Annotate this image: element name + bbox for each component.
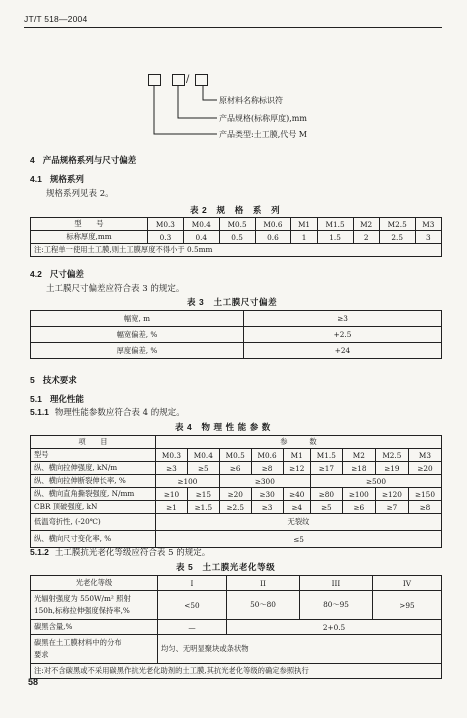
table-cell: 0.5 [219,231,255,244]
table-cell: ≥40 [283,488,310,501]
section-number: 4 [30,155,35,165]
table-row [31,501,442,514]
table-cell: ≥6 [342,501,375,514]
slash: / [186,74,190,85]
section-number: 5.1.2 [30,547,49,557]
page-number: 58 [28,677,39,687]
table-cell: 参 数 [156,436,442,449]
table-cell: M0.5 [219,449,251,462]
label-type: 产品类型:土工膜,代号 M [219,130,307,139]
table-cell: M1 [291,218,317,231]
table-cell: 无裂纹 [156,514,442,531]
table-cell: ≥17 [310,462,342,475]
cell-line: 碳黑在土工膜材料中的分布 [34,638,122,647]
table-5 [30,575,442,679]
table-cell: ≥30 [251,488,283,501]
table-cell: ≥8 [408,501,441,514]
section-title: 规格系列 [49,174,84,184]
section-4-1-text: 规格系列见表 2。 [46,189,114,199]
table-row [31,462,442,475]
table-cell: M3 [408,449,441,462]
header-rule [24,27,442,28]
table-row [31,327,442,343]
section-title: 技术要求 [42,375,77,385]
table-row [31,475,442,488]
section-4-1-heading [30,173,84,185]
table-cell: ≥12 [283,462,310,475]
section-title: 产品规格系列与尺寸偏差 [42,155,137,165]
table-row [31,514,442,531]
table-cell: 0.4 [183,231,219,244]
table-cell: M1.5 [317,218,353,231]
table-cell [31,591,158,620]
table-cell: M3 [415,218,441,231]
table-cell: M2 [342,449,375,462]
table-cell: ≥300 [219,475,310,488]
section-5-1-2 [30,546,210,558]
table-cell: I [158,576,227,591]
table-cell: — [158,620,227,635]
table-cell: CBR 顶破强度, kN [31,501,156,514]
section-5-1-1 [30,406,185,418]
table-cell: +2.5 [244,327,442,343]
table-cell: M1 [283,449,310,462]
table-cell: ≥1 [156,501,188,514]
table-cell: M2.5 [379,218,415,231]
section-4-heading [30,154,136,166]
table-2-title: 表 2 规 格 系 列 [190,205,281,215]
table-cell: 纵、横向尺寸变化率, % [31,531,156,548]
table-cell: M2.5 [375,449,408,462]
table-row [31,311,442,327]
table-cell: ≥5 [310,501,342,514]
section-4-2-heading [30,268,84,280]
table-row [31,343,442,359]
section-title: 尺寸偏差 [49,269,84,279]
table-cell: 均匀、无明显聚块或条状物 [158,635,442,664]
table-cell: M0.6 [251,449,283,462]
section-number: 4.2 [30,269,42,279]
section-text: 物理性能参数应符合表 4 的规定。 [54,408,185,418]
table-cell: <50 [158,591,227,620]
table-cell: 纵、横向直角撕裂强度, N/mm [31,488,156,501]
table-cell: ≥100 [342,488,375,501]
table-row [31,449,442,462]
table-cell: ≥18 [342,462,375,475]
table-4-title: 表 4 物 理 性 能 参 数 [175,422,271,432]
table-cell: +24 [244,343,442,359]
table-cell: ≥150 [408,488,441,501]
table-cell: 幅宽偏差, % [31,327,244,343]
table-row [31,664,442,679]
table-2 [30,217,442,257]
table-cell: M0.6 [255,218,291,231]
table-cell: 光老化等级 [31,576,158,591]
label-material: 原材料名称标识符 [219,96,283,105]
section-5-heading [30,374,77,386]
table-cell: ≥2.5 [219,501,251,514]
table-cell: M0.4 [187,449,219,462]
table-cell: ≥10 [156,488,188,501]
table-cell: 2+0.5 [227,620,442,635]
table-cell: 型号 [31,449,156,462]
table-cell: II [227,576,300,591]
table-row [31,218,442,231]
table-row [31,231,442,244]
table-cell: 标称厚度,mm [31,231,148,244]
table-cell: ≥100 [156,475,220,488]
table-cell: 1.5 [317,231,353,244]
table-cell: 低温弯折性, (-20℃) [31,514,156,531]
table-row [31,635,442,664]
table-cell: ≥6 [219,462,251,475]
table-cell: 0.6 [255,231,291,244]
table-cell: M1.5 [310,449,342,462]
table-cell: ≥20 [219,488,251,501]
table-cell: ≥8 [251,462,283,475]
section-number: 5 [30,375,35,385]
table-row [31,436,442,449]
table-cell: ≥7 [375,501,408,514]
table-cell: 幅宽, m [31,311,244,327]
table-3 [30,310,442,359]
table-cell: ≥80 [310,488,342,501]
table-cell: ≥3 [244,311,442,327]
table-row [31,488,442,501]
table-row [31,531,442,548]
table-cell: M0.3 [148,218,184,231]
table-cell: M0.3 [156,449,188,462]
table-cell: 3 [415,231,441,244]
table-row [31,576,442,591]
table-cell [31,635,158,664]
table-cell: ≥5 [187,462,219,475]
table-cell: ≥3 [156,462,188,475]
table-cell: ≥1.5 [187,501,219,514]
table-3-title: 表 3 土工膜尺寸偏差 [187,297,278,307]
table-cell: IV [373,576,442,591]
table-row [31,620,442,635]
table-cell: ≥500 [310,475,441,488]
section-number: 5.1.1 [30,407,49,417]
table-cell: M0.4 [183,218,219,231]
section-title: 理化性能 [49,394,84,404]
table-cell: ≥15 [187,488,219,501]
table-note: 注:工程单一使用土工膜,则土工膜厚度不得小于 0.5mm [31,244,442,257]
table-note: 注:对不含碳黑或不采用碳黑作抗光老化助剂的土工膜,其抗光老化等级的确定参照执行 [31,664,442,679]
label-spec: 产品规格(标称厚度),mm [219,114,307,123]
table-cell: ≤5 [156,531,442,548]
table-cell: 纵、横向拉伸断裂伸长率, % [31,475,156,488]
table-5-title: 表 5 土工膜光老化等级 [176,562,276,572]
cell-line: 要求 [34,650,49,659]
table-cell: 80～95 [300,591,373,620]
table-cell: ≥3 [251,501,283,514]
section-number: 4.1 [30,174,42,184]
table-cell: 0.3 [148,231,184,244]
section-4-2-text: 土工膜尺寸偏差应符合表 3 的规定。 [46,284,185,294]
cell-line: 150h,标称拉伸强度保持率,% [34,606,130,615]
table-cell: 1 [291,231,317,244]
table-cell: 2 [353,231,379,244]
table-cell: ≥20 [408,462,441,475]
table-cell: >95 [373,591,442,620]
table-cell: 2.5 [379,231,415,244]
table-cell: 项 目 [31,436,156,449]
table-cell: ≥4 [283,501,310,514]
table-cell: 厚度偏差, % [31,343,244,359]
table-cell: ≥120 [375,488,408,501]
section-number: 5.1 [30,394,42,404]
table-cell: ≥19 [375,462,408,475]
table-cell: III [300,576,373,591]
section-text: 土工膜抗光老化等级应符合表 5 的规定。 [54,548,211,558]
table-cell: M0.5 [219,218,255,231]
table-cell: 纵、横向拉伸强度, kN/m [31,462,156,475]
section-5-1-heading [30,393,84,405]
cell-line: 光辐射强度为 550W/m² 照射 [34,594,131,603]
table-cell: 50～80 [227,591,300,620]
table-cell: 型 号 [31,218,148,231]
table-cell: M2 [353,218,379,231]
standard-number: JT/T 518—2004 [24,14,88,24]
table-row [31,591,442,620]
table-4 [30,435,442,548]
table-cell: 碳黑含量,% [31,620,158,635]
table-row [31,244,442,257]
